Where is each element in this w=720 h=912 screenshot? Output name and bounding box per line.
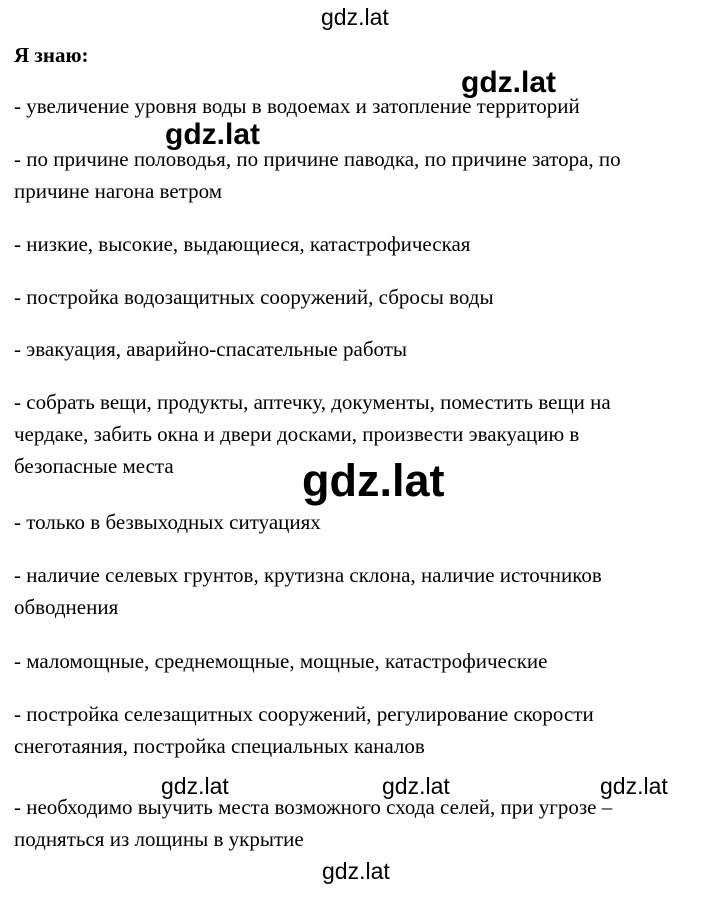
watermark: gdz.lat bbox=[321, 4, 389, 30]
list-item bbox=[14, 506, 714, 538]
list-item-line: безопасные места bbox=[14, 454, 174, 478]
watermark: gdz.lat bbox=[600, 773, 668, 799]
list-item-line: - собрать вещи, продукты, аптечку, документы, поместить вещи на bbox=[14, 390, 611, 414]
list-item-line: снеготаяния, постройка специальных каналов bbox=[14, 734, 425, 758]
list-item-line: - наличие селевых грунтов, крутизна склона, наличие источников bbox=[14, 563, 602, 587]
list-item bbox=[14, 281, 714, 313]
list-item bbox=[14, 228, 714, 260]
list-item-line: - только в безвыходных ситуациях bbox=[14, 510, 321, 534]
list-item bbox=[14, 645, 714, 677]
list-item bbox=[14, 698, 714, 762]
watermark: gdz.lat bbox=[165, 118, 260, 151]
list-item-line: - низкие, высокие, выдающиеся, катастрофическая bbox=[14, 232, 471, 256]
list-item bbox=[14, 559, 714, 623]
list-item-line: - постройка селезащитных сооружений, регулирование скорости bbox=[14, 702, 594, 726]
list-item-line: - эвакуация, аварийно-спасательные работы bbox=[14, 337, 408, 361]
list-item-line: чердаке, забить окна и двери досками, произвести эвакуацию в bbox=[14, 422, 580, 446]
list-item bbox=[14, 791, 714, 855]
list-item-line: - по причине половодья, по причине паводка, по причине затора, по bbox=[14, 147, 621, 171]
list-item-line: причине нагона ветром bbox=[14, 179, 222, 203]
list-item-line: - необходимо выучить места возможного схода селей, при угрозе – bbox=[14, 795, 613, 819]
list-item-line: - постройка водозащитных сооружений, сбросы воды bbox=[14, 285, 494, 309]
watermark: gdz.lat bbox=[161, 773, 229, 799]
list-item-line: обводнения bbox=[14, 595, 119, 619]
list-item-line: - увеличение уровня воды в водоемах и затопление территорий bbox=[14, 94, 580, 118]
watermark: gdz.lat bbox=[322, 858, 390, 884]
list-item bbox=[14, 333, 714, 365]
watermark: gdz.lat bbox=[461, 66, 556, 99]
watermark: gdz.lat bbox=[302, 455, 445, 506]
heading: Я знаю: bbox=[14, 43, 89, 67]
list-item-line: - маломощные, среднемощные, мощные, катастрофические bbox=[14, 649, 548, 673]
list-item bbox=[14, 90, 714, 122]
list-item-line: подняться из лощины в укрытие bbox=[14, 827, 304, 851]
watermark: gdz.lat bbox=[382, 773, 450, 799]
list-item bbox=[14, 143, 714, 207]
